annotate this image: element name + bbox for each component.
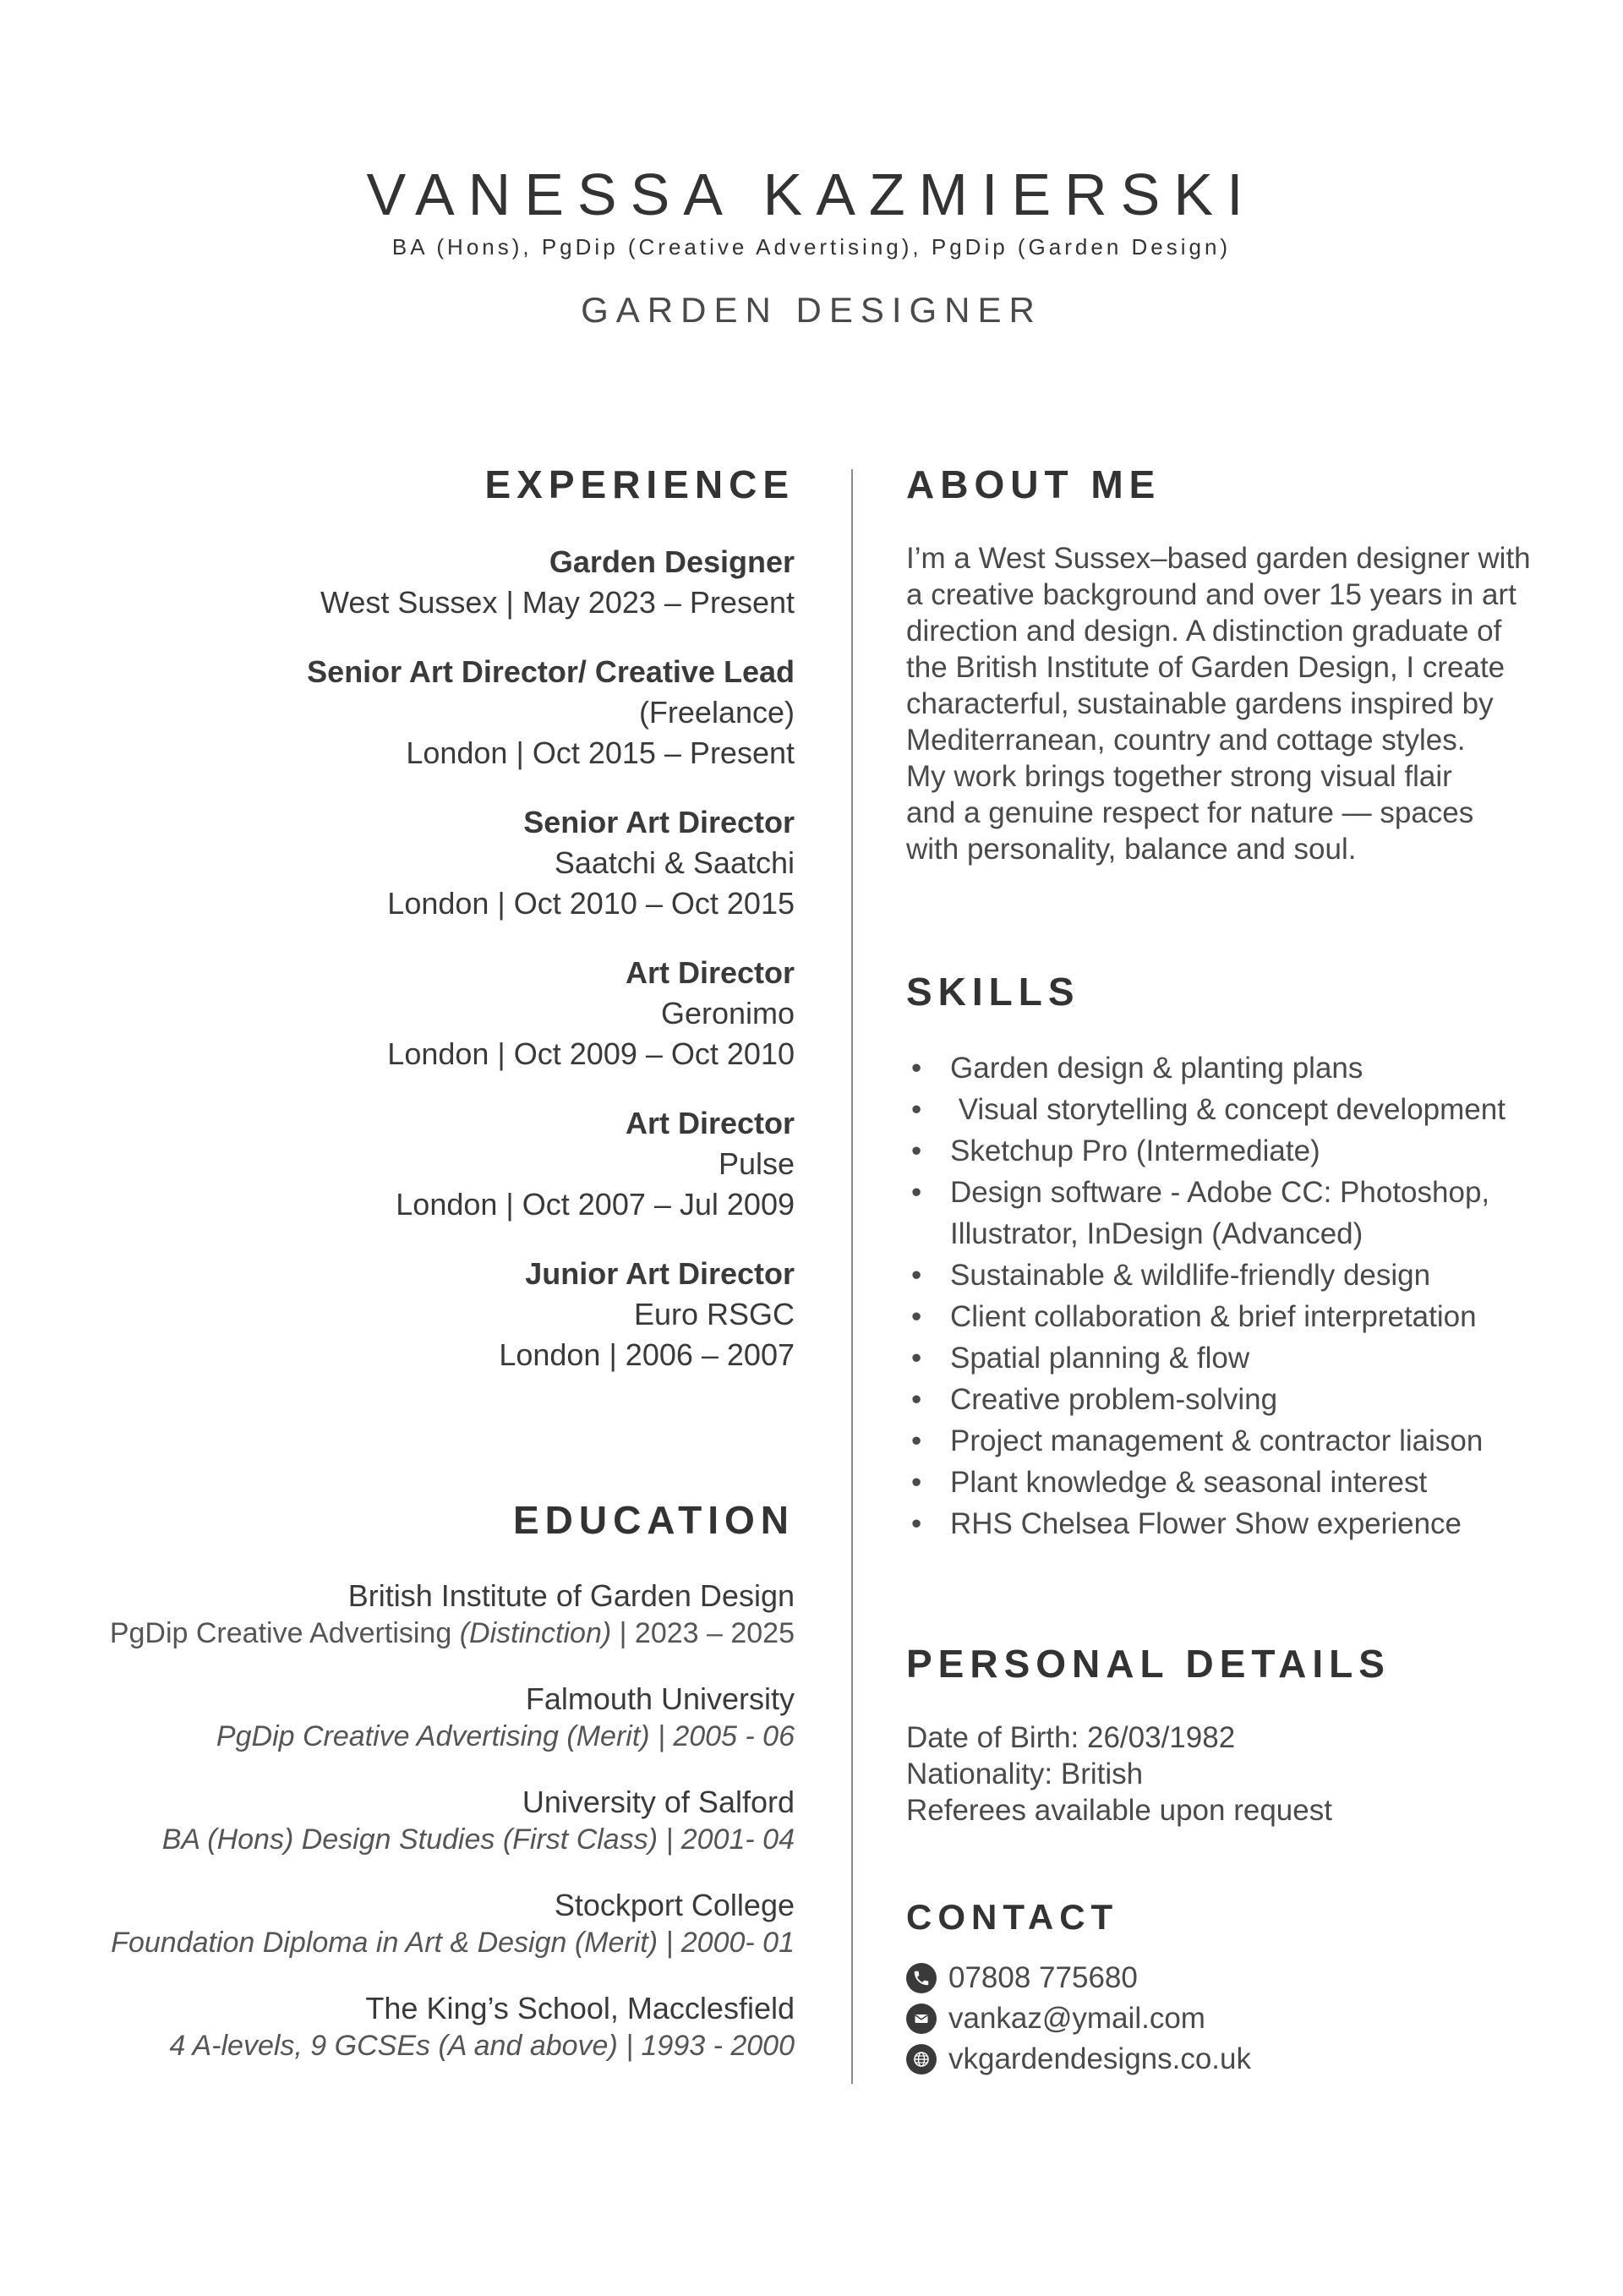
about-line: with personality, balance and soul. <box>906 833 1357 866</box>
education-entry <box>68 1990 795 2064</box>
date-of-birth: Date of Birth: 26/03/1982 <box>906 1721 1236 1754</box>
education-section <box>68 1496 795 2064</box>
header <box>0 161 1623 331</box>
contact-website <box>906 2039 1582 2080</box>
contact-email <box>906 1998 1582 2039</box>
personal-details-heading: PERSONAL DETAILS <box>906 1642 1391 1686</box>
skill-text: Plant knowledge & seasonal interest <box>950 1466 1428 1499</box>
skill-text: Spatial planning & flow <box>950 1342 1250 1375</box>
job-detail: Saatchi & Saatchi <box>554 845 795 880</box>
bullet: • <box>911 1176 922 1209</box>
person-name: VANESSA KAZMIERSKI <box>366 161 1257 227</box>
skills-section <box>906 968 1582 1544</box>
course-dates: | 2023 – 2025 <box>611 1617 795 1649</box>
about-line: a creative background and over 15 years in art <box>906 578 1516 611</box>
job-entry <box>68 542 795 623</box>
skill-item <box>906 1337 1582 1379</box>
job-entry <box>68 652 795 774</box>
course-name: PgDip Creative Advertising <box>109 1617 460 1649</box>
job-detail: London | Oct 2007 – Jul 2009 <box>396 1187 795 1222</box>
mail-icon <box>906 2004 937 2034</box>
about-section <box>906 461 1582 867</box>
bullet: • <box>911 1466 922 1499</box>
phone-number[interactable]: 07808 775680 <box>948 1961 1138 1994</box>
contact-heading: CONTACT <box>906 1897 1119 1937</box>
course-detail <box>68 1615 795 1652</box>
skill-item <box>906 1503 1582 1544</box>
job-title: Junior Art Director <box>525 1256 795 1291</box>
education-heading: EDUCATION <box>512 1498 795 1542</box>
course-detail: Foundation Diploma in Art & Design (Merit) | 2000- 01 <box>111 1927 795 1959</box>
job-detail: Geronimo <box>660 996 795 1030</box>
job-detail: Euro RSGC <box>633 1297 795 1331</box>
skill-item <box>906 1255 1582 1296</box>
column-divider <box>851 469 853 2084</box>
about-line: Mediterranean, country and cottage styles. <box>906 724 1466 757</box>
skills-list <box>906 1047 1582 1544</box>
referees-note: Referees available upon request <box>906 1794 1332 1827</box>
experience-heading: EXPERIENCE <box>484 462 795 506</box>
globe-icon <box>906 2044 937 2075</box>
skill-item-continuation <box>906 1213 1582 1255</box>
job-entry <box>68 802 795 924</box>
about-line: the British Institute of Garden Design, I create <box>906 651 1506 684</box>
phone-icon <box>906 1963 937 1993</box>
skill-text: Creative problem-solving <box>950 1383 1278 1416</box>
bullet: • <box>911 1093 922 1126</box>
skill-text: Sketchup Pro (Intermediate) <box>950 1134 1320 1167</box>
job-title: Garden Designer <box>549 544 795 579</box>
school-name: British Institute of Garden Design <box>347 1578 795 1613</box>
bullet: • <box>911 1383 922 1416</box>
skill-text: Sustainable & wildlife-friendly design <box>950 1259 1431 1292</box>
job-detail: London | Oct 2009 – Oct 2010 <box>387 1036 795 1071</box>
contact-list <box>906 1958 1582 2080</box>
about-line: and a genuine respect for nature — spaces <box>906 796 1474 829</box>
skill-text: Client collaboration & brief interpretation <box>950 1300 1477 1333</box>
bullet: • <box>911 1052 922 1085</box>
education-entry <box>68 1577 795 1652</box>
qualifications: BA (Hons), PgDip (Creative Advertising), PgDip (Garden Design) <box>391 234 1232 260</box>
contact-phone <box>906 1958 1582 1998</box>
skill-item <box>906 1130 1582 1172</box>
job-entry <box>68 953 795 1074</box>
skill-text: Project management & contractor liaison <box>950 1424 1484 1457</box>
about-heading: ABOUT ME <box>906 462 1161 506</box>
course-detail: BA (Hons) Design Studies (First Class) | 2001- 04 <box>161 1823 795 1856</box>
skill-item <box>906 1462 1582 1503</box>
email-address[interactable]: vankaz@ymail.com <box>948 2002 1205 2035</box>
skill-text: Garden design & planting plans <box>950 1052 1363 1085</box>
education-entry <box>68 1681 795 1755</box>
skill-item <box>906 1172 1582 1213</box>
job-detail: (Freelance) <box>638 695 795 730</box>
job-entry <box>68 1254 795 1375</box>
school-name: Falmouth University <box>525 1681 795 1716</box>
school-name: The King’s School, Macclesfield <box>365 1991 795 2025</box>
course-detail: 4 A-levels, 9 GCSEs (A and above) | 1993 - 2000 <box>169 2030 795 2062</box>
skill-text: Design software - Adobe CC: Photoshop, <box>950 1176 1490 1209</box>
course-detail: PgDip Creative Advertising (Merit) | 2005 - 06 <box>216 1720 795 1752</box>
contact-section <box>906 1894 1582 2080</box>
skill-item <box>906 1089 1582 1130</box>
job-title: Senior Art Director <box>523 805 795 839</box>
skill-item <box>906 1379 1582 1420</box>
experience-section <box>68 461 795 1375</box>
course-grade: (Distinction) <box>459 1617 612 1649</box>
skill-item <box>906 1420 1582 1462</box>
education-entry <box>68 1784 795 1858</box>
about-text <box>906 540 1582 867</box>
bullet: • <box>911 1134 922 1167</box>
about-line: I’m a West Sussex–based garden designer with <box>906 542 1531 575</box>
bullet: • <box>911 1424 922 1457</box>
personal-details-body <box>906 1719 1582 1829</box>
job-title: Senior Art Director/ Creative Lead <box>307 654 795 689</box>
education-entry <box>68 1887 795 1961</box>
skill-item <box>906 1296 1582 1337</box>
skill-text: Visual storytelling & concept development <box>950 1093 1506 1126</box>
job-title: Art Director <box>625 1106 795 1140</box>
skills-heading: SKILLS <box>906 970 1080 1014</box>
nationality: Nationality: British <box>906 1758 1144 1790</box>
job-title: Art Director <box>625 955 795 990</box>
about-line: characterful, sustainable gardens inspired by <box>906 687 1494 720</box>
bullet: • <box>911 1342 922 1375</box>
website-url[interactable]: vkgardendesigns.co.uk <box>948 2042 1251 2075</box>
school-name: Stockport College <box>554 1888 795 1922</box>
job-entry <box>68 1103 795 1225</box>
job-role: GARDEN DESIGNER <box>581 290 1042 330</box>
personal-details-section <box>906 1640 1582 1829</box>
job-detail: West Sussex | May 2023 – Present <box>320 585 795 620</box>
job-detail: Pulse <box>718 1146 795 1181</box>
skill-text: Illustrator, InDesign (Advanced) <box>950 1217 1363 1250</box>
about-line: My work brings together strong visual flair <box>906 760 1452 793</box>
job-detail: London | Oct 2015 – Present <box>406 735 795 770</box>
school-name: University of Salford <box>522 1785 795 1819</box>
job-detail: London | 2006 – 2007 <box>499 1337 795 1372</box>
about-line: direction and design. A distinction graduate of <box>906 615 1502 648</box>
job-detail: London | Oct 2010 – Oct 2015 <box>387 886 795 921</box>
bullet: • <box>911 1507 922 1540</box>
skill-item <box>906 1047 1582 1089</box>
bullet: • <box>911 1300 922 1333</box>
skill-text: RHS Chelsea Flower Show experience <box>950 1507 1462 1540</box>
bullet: • <box>911 1259 922 1292</box>
